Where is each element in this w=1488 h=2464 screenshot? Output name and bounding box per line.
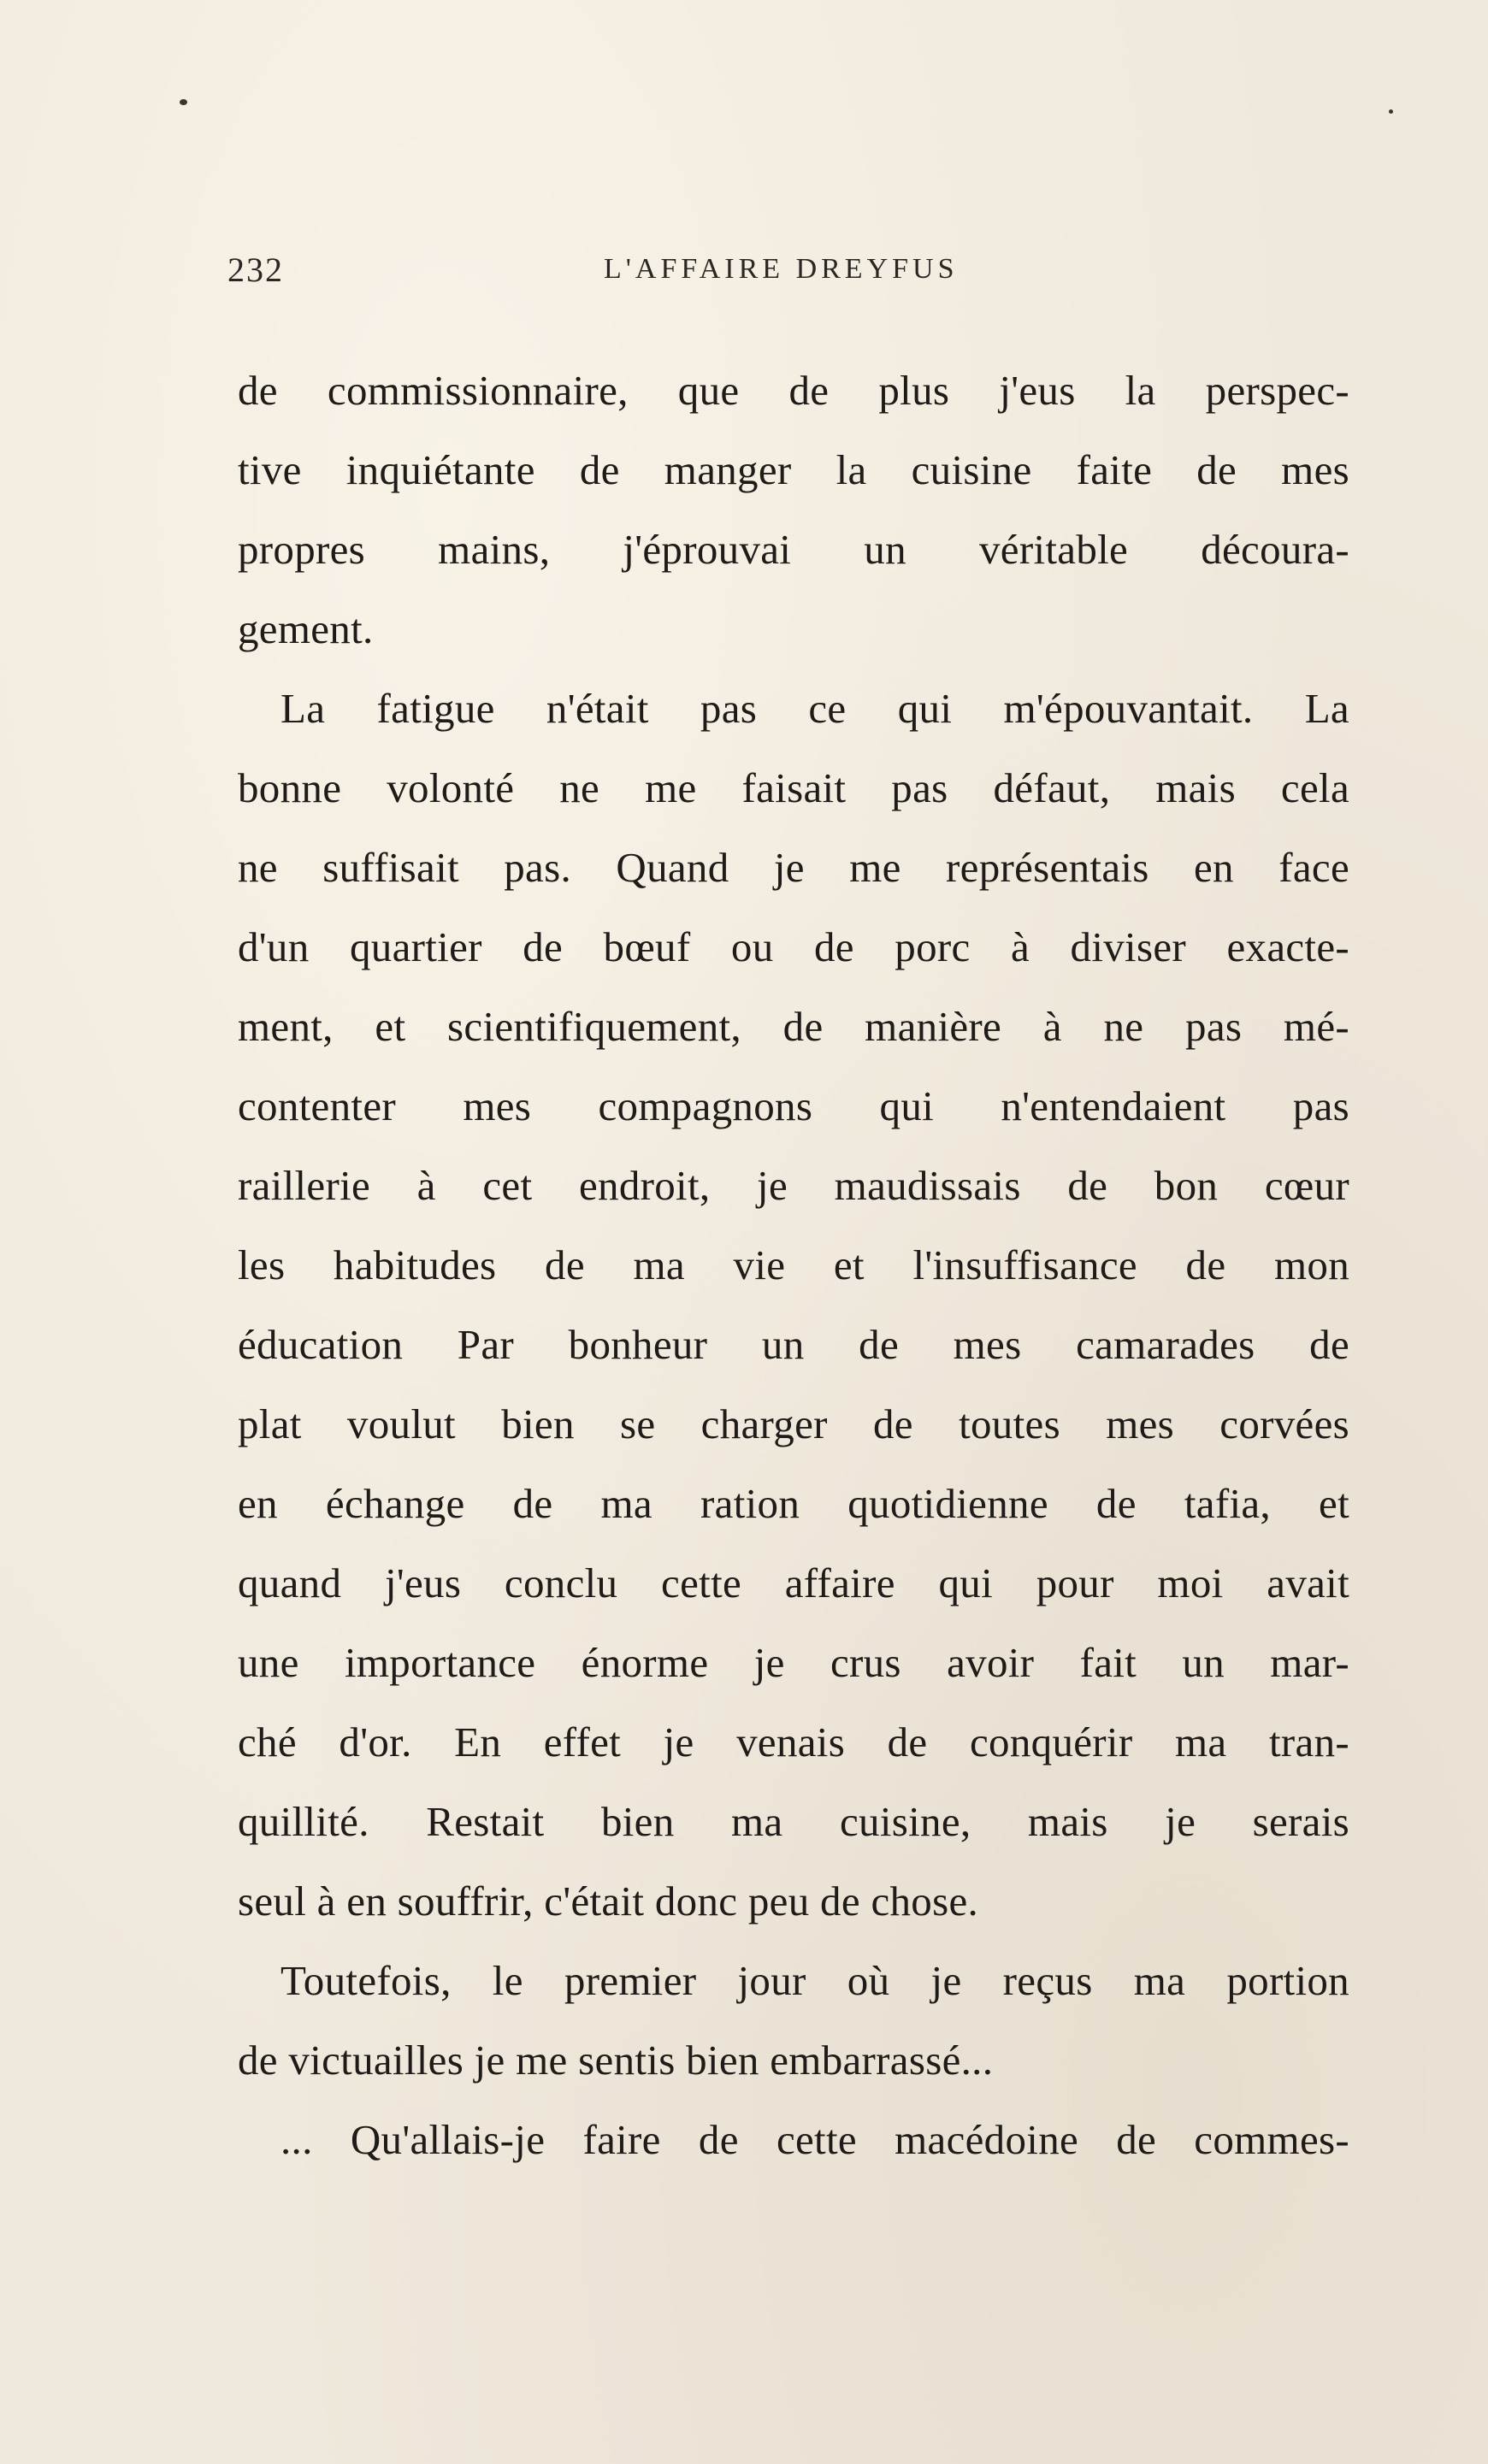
text-line: une importance énorme je crus avoir fait un mar- <box>238 1639 1349 1686</box>
running-head <box>227 250 1361 301</box>
text-line: les habitudes de ma vie et l'insuffisance de mon <box>238 1241 1349 1288</box>
body-text <box>238 351 1349 2179</box>
text-line: ... Qu'allais-je faire de cette macédoine de commes- <box>280 2116 1349 2163</box>
text-line: ne suffisait pas. Quand je me représentais en face <box>238 844 1349 891</box>
running-title: L'AFFAIRE DREYFUS <box>604 253 959 285</box>
text-line: quillité. Restait bien ma cuisine, mais je serais <box>238 1798 1349 1845</box>
text-line: La fatigue n'était pas ce qui m'épouvantait. La <box>280 685 1349 732</box>
text-line: de commissionnaire, que de plus j'eus la perspec- <box>238 367 1349 414</box>
page-number: 232 <box>227 251 284 289</box>
text-line: plat voulut bien se charger de toutes mes corvées <box>238 1400 1349 1447</box>
text-line: gement. <box>238 605 374 652</box>
ink-speck <box>1389 109 1393 114</box>
text-line: de victuailles je me sentis bien embarrassé... <box>238 2037 994 2084</box>
text-line: contenter mes compagnons qui n'entendaient pas <box>238 1082 1349 1129</box>
text-line: raillerie à cet endroit, je maudissais de bon cœur <box>238 1162 1349 1209</box>
text-line: d'un quartier de bœuf ou de porc à diviser exacte- <box>238 923 1349 970</box>
text-line: bonne volonté ne me faisait pas défaut, mais cela <box>238 764 1349 811</box>
text-line: en échange de ma ration quotidienne de tafia, et <box>238 1480 1349 1527</box>
text-line: Toutefois, le premier jour où je reçus ma portion <box>280 1957 1349 2004</box>
text-line: éducation Par bonheur un de mes camarades de <box>238 1321 1349 1368</box>
text-line: quand j'eus conclu cette affaire qui pour moi avait <box>238 1559 1349 1606</box>
text-line: ment, et scientifiquement, de manière à ne pas mé- <box>238 1003 1349 1050</box>
text-line: propres mains, j'éprouvai un véritable découra- <box>238 526 1349 573</box>
ink-speck <box>180 99 187 105</box>
text-line: tive inquiétante de manger la cuisine faite de mes <box>238 446 1349 493</box>
text-line: ché d'or. En effet je venais de conquérir ma tran- <box>238 1718 1349 1765</box>
text-line: seul à en souffrir, c'était donc peu de chose. <box>238 1877 979 1925</box>
